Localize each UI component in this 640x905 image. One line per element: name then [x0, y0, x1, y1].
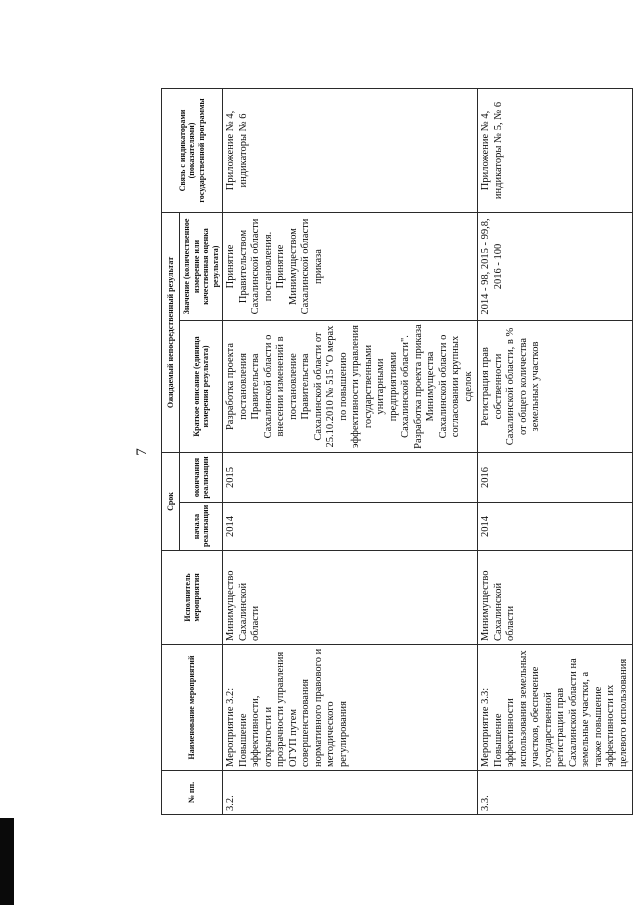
header-start: начала реализации: [180, 503, 223, 551]
row-start: 2014: [478, 503, 633, 551]
row-executor: Минимущество Сахалинской области: [223, 551, 478, 645]
row-start: 2014: [223, 503, 478, 551]
row-name: Мероприятие 3.2: Повышение эффективности, открытости и прозрачности управления ОГУП путем совершенствования нормативного правового и методического регулирования: [223, 645, 478, 771]
row-executor: Минимущество Сахалинской области: [478, 551, 633, 645]
row-description: Разработка проекта постановления Правительства Сахалинской области о внесении изменений в постановление Правительства Сахалинской области от 25.10.2010 № 515 "О мерах по повышению эффективности управления государственными унитарными предприятиями Сахалинской области". Разработка проекта приказа Минимущества Сахалинской области о согласовании крупных сделок: [223, 321, 478, 453]
header-end: окончания реализации: [180, 453, 223, 503]
row-link: Приложение № 4, индикаторы № 5, № 6: [478, 89, 633, 213]
scan-edge-mark: [0, 818, 14, 905]
row-value: 2014 - 98, 2015 - 99,8, 2016 - 100: [478, 213, 633, 321]
header-executor: Исполнитель мероприятия: [162, 551, 223, 645]
row-description: Регистрация прав собственности Сахалинской области, в % от общего количества земельных участков: [478, 321, 633, 453]
row-end: 2015: [223, 453, 478, 503]
measures-table: [161, 88, 633, 815]
row-name: Мероприятие 3.3: Повышение эффективности использования земельных участков, обеспечение государственной регистрации прав Сахалинской области на земельные участки, а также повышение эффективности их целевого использования: [478, 645, 633, 771]
row-end: 2016: [478, 453, 633, 503]
header-description: Краткое описание (единица измерения результата): [180, 321, 223, 453]
header-value: Значение (количественное измерение или качественная оценка результата): [180, 213, 223, 321]
header-link: Связь с индикаторами (показателями) государственной программы: [162, 89, 223, 213]
rotated-page: [131, 89, 629, 815]
table-row: [478, 89, 633, 815]
header-term: Срок: [162, 453, 180, 551]
row-value: Принятие Правительством Сахалинской области постановления. Принятие Минимуществом Сахалинской области приказа: [223, 213, 478, 321]
table-row: [223, 89, 478, 815]
row-num: 3.3.: [478, 771, 633, 815]
header-row-1: [162, 89, 180, 815]
page-number: 7: [134, 448, 150, 456]
header-num: № пп.: [162, 771, 223, 815]
row-num: 3.2.: [223, 771, 478, 815]
header-result: Ожидаемый непосредственный результат: [162, 213, 180, 453]
row-link: Приложение № 4, индикаторы № 6: [223, 89, 478, 213]
header-name: Наименование мероприятий: [162, 645, 223, 771]
